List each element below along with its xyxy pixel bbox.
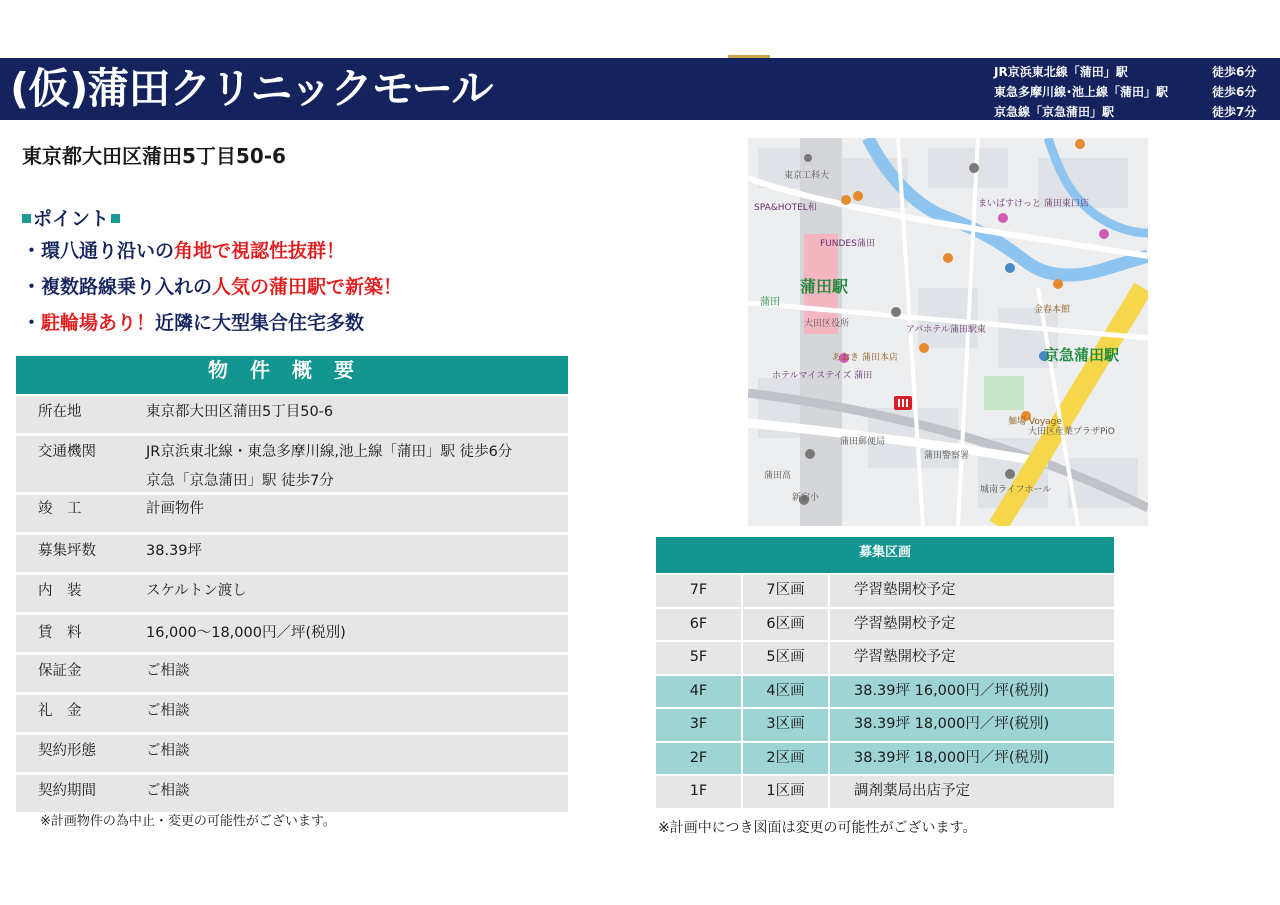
point-text: 近隣に大型集合住宅多数 xyxy=(155,312,365,334)
row-value: 38.39坪 xyxy=(146,543,203,559)
unit-floor: 1F xyxy=(656,776,741,808)
map-label-mainbusuke: まいばすけっと 蒲田東口店 xyxy=(978,199,1089,209)
overview-note: ※計画物件の為中止・変更の可能性がございます。 xyxy=(40,814,336,829)
table-row xyxy=(16,396,568,433)
map-park xyxy=(984,376,1024,410)
access-row xyxy=(994,102,1264,122)
unit-floor: 6F xyxy=(656,609,741,641)
row-value: ご相談 xyxy=(146,663,190,679)
square-bullet-icon xyxy=(22,214,31,223)
point-item xyxy=(22,272,402,299)
table-row xyxy=(656,642,1114,674)
map-label-kamata-post: 蒲田郵便局 xyxy=(840,437,886,447)
unit-number: 3区画 xyxy=(743,709,828,741)
row-value: 16,000～18,000円／坪(税別) xyxy=(146,625,346,641)
row-label: 交通機関 xyxy=(38,444,96,460)
map-label-kamata: 蒲田 xyxy=(760,297,780,308)
unit-detail: 学習塾開校予定 xyxy=(830,609,1114,641)
table-row xyxy=(656,575,1114,607)
access-line: 東急多摩川線･池上線「蒲田」駅 xyxy=(994,85,1169,99)
point-text: ・ xyxy=(22,312,42,334)
table-row xyxy=(656,609,1114,641)
access-walk: 徒歩6分 xyxy=(1212,85,1257,99)
map-label-kinmoku: 金春本館 xyxy=(1034,305,1071,315)
unit-detail: 38.39坪 18,000円／坪(税別) xyxy=(830,743,1114,775)
unit-floor: 2F xyxy=(656,743,741,775)
row-value-line: JR京浜東北線・東急多摩川線,池上線「蒲田」駅 徒歩6分 xyxy=(146,444,513,460)
table-row xyxy=(16,735,568,772)
unit-floor: 3F xyxy=(656,709,741,741)
table-row-available xyxy=(656,676,1114,708)
unit-number: 7区画 xyxy=(743,575,828,607)
map-label-apa-hotel: アパホテル蒲田駅東 xyxy=(906,325,986,335)
table-row xyxy=(16,436,568,492)
property-address: 東京都大田区蒲田5丁目50-6 xyxy=(22,144,286,168)
row-label: 保証金 xyxy=(38,663,82,679)
points-heading xyxy=(22,204,122,231)
map-label-fundes: FUNDES蒲田 xyxy=(820,239,875,249)
point-item xyxy=(22,308,364,335)
point-item xyxy=(22,236,345,263)
unit-detail: 38.39坪 18,000円／坪(税別) xyxy=(830,709,1114,741)
unit-floor: 7F xyxy=(656,575,741,607)
units-table xyxy=(656,575,1114,810)
table-row xyxy=(656,776,1114,808)
table-row xyxy=(16,495,568,532)
row-value: スケルトン渡し xyxy=(146,583,247,599)
property-location-marker xyxy=(894,396,912,410)
point-text: ・複数路線乗り入れの xyxy=(22,276,213,298)
row-value xyxy=(136,438,568,492)
map-label-shinjuku-sho: 新宿小 xyxy=(792,493,820,503)
unit-detail: 38.39坪 16,000円／坪(税別) xyxy=(830,676,1114,708)
square-bullet-icon xyxy=(111,214,120,223)
map-label-kamata-station: 蒲田駅 xyxy=(800,277,849,296)
points-heading-text: ポイント xyxy=(33,208,110,230)
map-label-keikyu-station: 京急蒲田駅 xyxy=(1044,346,1120,364)
unit-floor: 4F xyxy=(656,676,741,708)
unit-number: 1区画 xyxy=(743,776,828,808)
table-row-available xyxy=(656,743,1114,775)
access-walk: 徒歩6分 xyxy=(1212,65,1257,79)
units-heading: 募集区画 xyxy=(656,537,1114,573)
row-value: 計画物件 xyxy=(146,501,204,517)
point-text: ・環八通り沿いの xyxy=(22,240,175,262)
access-row xyxy=(994,62,1264,82)
row-label: 契約形態 xyxy=(38,743,96,759)
row-value: ご相談 xyxy=(146,743,190,759)
page-title: (仮)蒲田クリニックモール xyxy=(10,64,493,113)
row-label: 契約期間 xyxy=(38,783,96,799)
access-line: JR京浜東北線「蒲田」駅 xyxy=(994,65,1128,79)
map-label-spa-hotel: SPA&HOTEL和 xyxy=(754,203,817,213)
unit-number: 6区画 xyxy=(743,609,828,641)
point-highlight: 駐輪場あり！ xyxy=(41,312,156,334)
row-label: 内 装 xyxy=(38,583,82,599)
station-access-list xyxy=(994,62,1264,122)
overview-table xyxy=(16,396,568,815)
unit-number: 5区画 xyxy=(743,642,828,674)
access-line: 京急線「京急蒲田」駅 xyxy=(994,105,1115,119)
map-label-kamata-police: 蒲田警察署 xyxy=(924,451,970,461)
units-note: ※計画中につき図面は変更の可能性がございます。 xyxy=(658,820,977,836)
table-row xyxy=(16,655,568,692)
map-label-hotel-mystays: ホテルマイステイズ 蒲田 xyxy=(772,371,873,381)
overview-heading: 物件概要 xyxy=(16,356,568,394)
row-label: 礼 金 xyxy=(38,703,82,719)
map-label-kamata-ko: 蒲田高 xyxy=(764,471,792,481)
map-label-ohta-ward: 大田区役所 xyxy=(804,319,850,329)
row-value: ご相談 xyxy=(146,703,190,719)
row-label: 所在地 xyxy=(38,404,82,420)
table-row xyxy=(16,615,568,652)
unit-detail: 学習塾開校予定 xyxy=(830,642,1114,674)
unit-detail: 調剤薬局出店予定 xyxy=(830,776,1114,808)
row-value: ご相談 xyxy=(146,783,190,799)
row-value: 東京都大田区蒲田5丁目50-6 xyxy=(146,404,334,420)
access-row xyxy=(994,82,1264,102)
unit-floor: 5F xyxy=(656,642,741,674)
overview-heading-underline xyxy=(16,384,568,394)
map-label-ohta-sangyo: 大田区産業プラザPiO xyxy=(1028,427,1115,437)
row-label: 賃 料 xyxy=(38,625,82,641)
map-label-tokyo-kodai: 東京工科大 xyxy=(784,171,830,181)
table-row-available xyxy=(656,709,1114,741)
table-row xyxy=(16,695,568,732)
unit-detail: 学習塾開校予定 xyxy=(830,575,1114,607)
access-walk: 徒歩7分 xyxy=(1212,105,1257,119)
row-label: 募集坪数 xyxy=(38,543,96,559)
point-highlight: 人気の蒲田駅で新築！ xyxy=(212,276,403,298)
row-label: 竣 工 xyxy=(38,501,82,517)
location-map[interactable] xyxy=(748,138,1148,526)
map-label-aoki: あおき 蒲田本店 xyxy=(832,353,898,363)
table-row xyxy=(16,575,568,612)
table-row xyxy=(16,535,568,572)
unit-number: 4区画 xyxy=(743,676,828,708)
row-value-line: 京急「京急蒲田」駅 徒歩7分 xyxy=(146,473,334,489)
table-row xyxy=(16,775,568,812)
map-label-life: 城南ライフホール xyxy=(980,485,1052,495)
map-label-voyage: 麺場 Voyage xyxy=(1008,417,1062,427)
point-highlight: 角地で視認性抜群！ xyxy=(174,240,346,262)
unit-number: 2区画 xyxy=(743,743,828,775)
